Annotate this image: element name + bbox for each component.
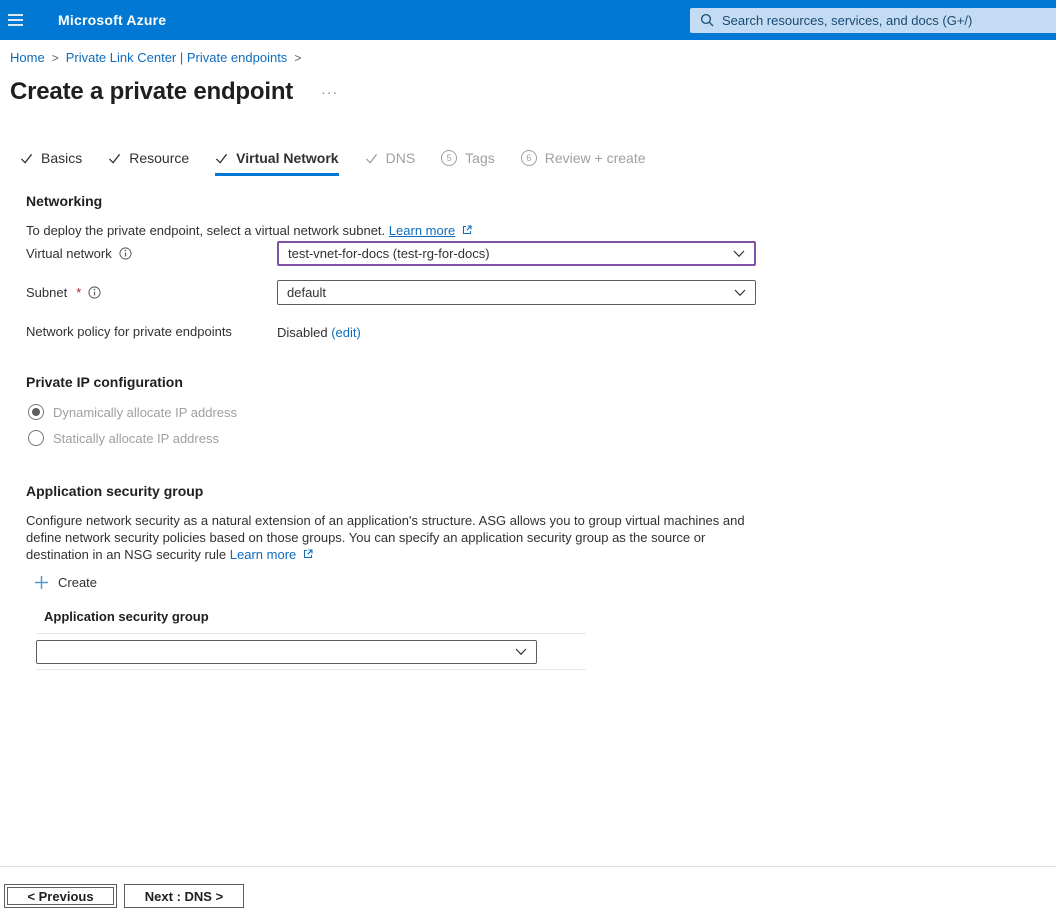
- external-link-icon: [462, 223, 472, 238]
- search-placeholder: Search resources, services, and docs (G+/): [722, 12, 973, 28]
- tab-label: Virtual Network: [236, 150, 339, 166]
- page-title: Create a private endpoint: [10, 78, 294, 105]
- tab-resource[interactable]: [108, 150, 189, 176]
- virtual-network-label: Virtual network: [26, 246, 277, 261]
- breadcrumb: [10, 50, 1056, 65]
- networking-learn-more-link[interactable]: Learn more: [388, 223, 456, 238]
- asg-table: [36, 609, 586, 670]
- previous-button[interactable]: < Previous: [4, 884, 117, 908]
- subnet-label: Subnet *: [26, 285, 277, 300]
- subnet-dropdown[interactable]: [277, 280, 756, 305]
- asg-description: Configure network security as a natural extension of an application's structure. ASG allows you to group virtual machines and define network security policies based on those groups. You can specify an application security group as the source or destination in an NSG security rule Learn more: [26, 513, 745, 562]
- asg-learn-more-link[interactable]: Learn more: [229, 547, 297, 562]
- tab-review-create[interactable]: [521, 150, 646, 176]
- virtual-network-value: test-vnet-for-docs (test-rg-for-docs): [288, 246, 490, 261]
- step-number-icon: 6: [521, 150, 537, 166]
- check-icon: [20, 152, 33, 165]
- tab-basics[interactable]: [20, 150, 82, 176]
- tab-label: Tags: [465, 150, 495, 166]
- tab-label: DNS: [385, 150, 416, 166]
- radio-label: Statically allocate IP address: [53, 430, 219, 446]
- hamburger-menu-icon[interactable]: [0, 0, 40, 40]
- network-policy-value: Disabled (edit): [277, 325, 361, 340]
- create-asg-button[interactable]: [34, 575, 97, 590]
- check-icon: [108, 152, 121, 165]
- tab-label: Basics: [41, 150, 83, 166]
- wizard-tabs: [20, 150, 1056, 176]
- breadcrumb-separator: >: [294, 50, 302, 65]
- asg-table-row: [36, 633, 586, 670]
- search-icon: [700, 13, 714, 27]
- radio-dynamic-ip[interactable]: [28, 404, 1056, 420]
- subnet-value: default: [287, 285, 327, 300]
- tab-label: Resource: [129, 150, 190, 166]
- plus-icon: [34, 575, 49, 590]
- breadcrumb-home[interactable]: Home: [10, 50, 45, 65]
- radio-button-icon: [28, 404, 44, 420]
- tab-virtual-network[interactable]: [215, 150, 338, 176]
- network-policy-label: Network policy for private endpoints: [26, 324, 232, 339]
- more-options-button[interactable]: ···: [321, 84, 339, 100]
- networking-heading: Networking: [26, 193, 103, 209]
- required-marker: *: [76, 285, 82, 300]
- create-label: Create: [58, 575, 98, 590]
- network-policy-edit-link[interactable]: (edit): [331, 325, 361, 340]
- next-dns-button[interactable]: Next : DNS >: [124, 884, 244, 908]
- info-icon: [119, 247, 132, 260]
- asg-heading: Application security group: [26, 483, 204, 499]
- external-link-icon: [303, 546, 313, 563]
- azure-top-bar: [0, 0, 1056, 40]
- app-title: Microsoft Azure: [58, 12, 167, 28]
- breadcrumb-private-link-center[interactable]: Private Link Center | Private endpoints: [65, 50, 288, 65]
- private-ip-heading: Private IP configuration: [26, 374, 183, 390]
- check-icon: [215, 152, 228, 165]
- tab-tags[interactable]: [441, 150, 495, 176]
- global-search-input[interactable]: [690, 8, 1056, 33]
- tab-dns[interactable]: [365, 150, 416, 176]
- chevron-down-icon: [733, 250, 745, 258]
- check-icon: [365, 152, 378, 165]
- wizard-footer: [0, 866, 1056, 917]
- step-number-icon: 5: [441, 150, 457, 166]
- networking-description: To deploy the private endpoint, select a virtual network subnet. Learn more: [26, 223, 1056, 238]
- radio-static-ip[interactable]: [28, 430, 1056, 446]
- tab-label: Review + create: [544, 150, 646, 166]
- breadcrumb-separator: >: [51, 50, 59, 65]
- chevron-down-icon: [734, 289, 746, 297]
- chevron-down-icon: [515, 648, 527, 656]
- radio-button-icon: [28, 430, 44, 446]
- info-icon: [88, 286, 101, 299]
- virtual-network-dropdown[interactable]: [277, 241, 756, 266]
- asg-dropdown[interactable]: [36, 640, 537, 664]
- radio-label: Dynamically allocate IP address: [53, 404, 238, 420]
- asg-column-header: Application security group: [44, 609, 209, 624]
